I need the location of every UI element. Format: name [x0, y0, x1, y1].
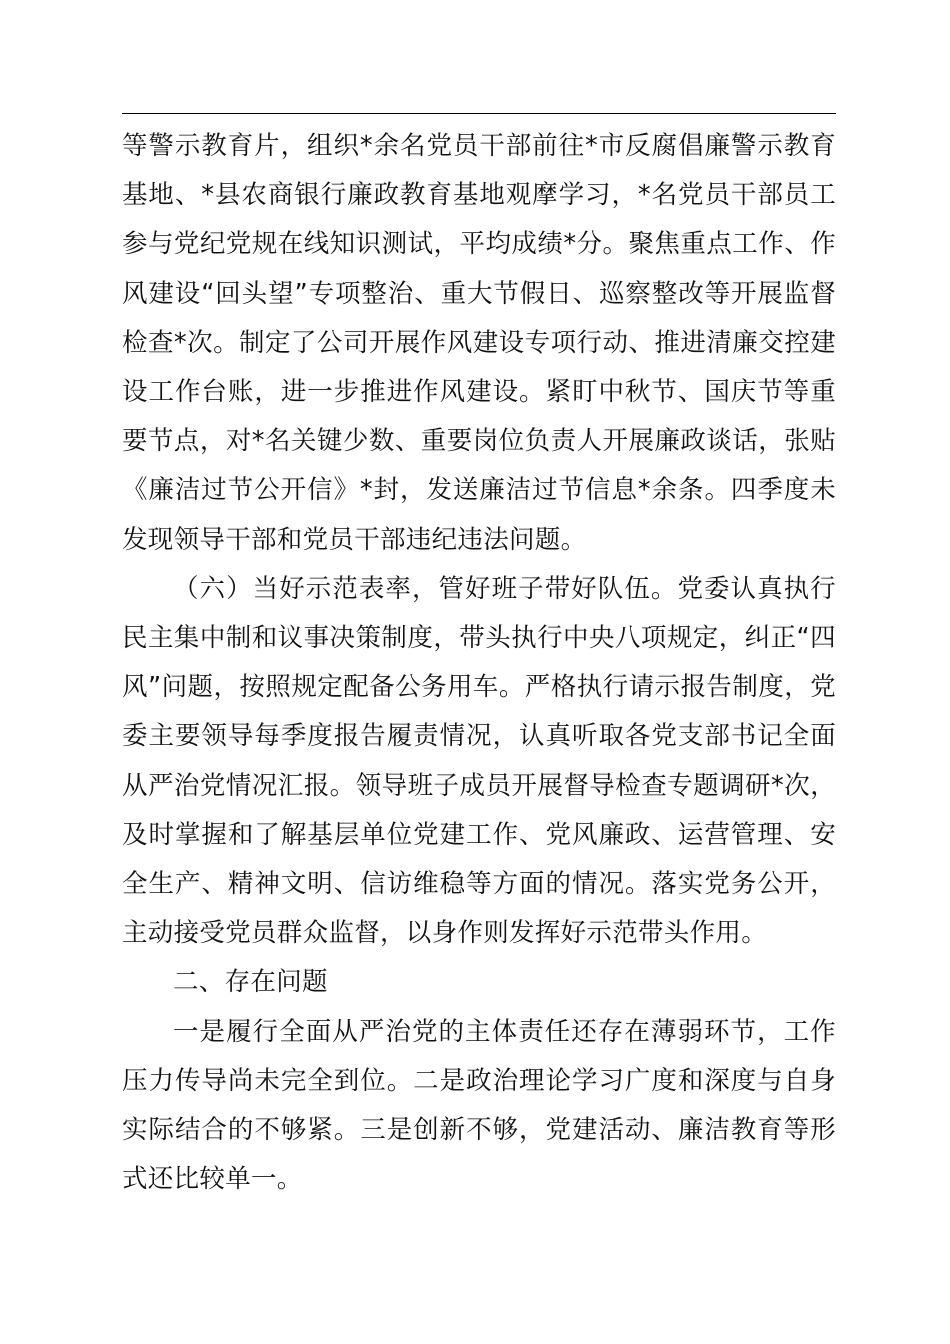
paragraph-problems-list: 一是履行全面从严治党的主体责任还存在薄弱环节，工作压力传导尚未完全到位。二是政治理论学习广度和深度与自身实际结合的不够紧。三是创新不够，党建活动、廉洁教育等形式还比较单一。 [122, 1016, 836, 1195]
document-body [122, 122, 836, 1204]
paragraph-section-six-leadership: （六）当好示范表率，管好班子带好队伍。党委认真执行民主集中制和议事决策制度，带头执行中央八项规定，纠正“四风”问题，按照规定配备公务用车。严格执行请示报告制度，党委主要领导每季度报告履责情况，认真听取各党支部书记全面从严治党情况汇报。领导班子成员开展督导检查专题调研*次，及时掌握和了解基层单位党建工作、党风廉政、运营管理、安全生产、精神文明、信访维稳等方面的情况。落实党务公开，主动接受党员群众监督，以身作则发挥好示范带头作用。 [122, 573, 836, 949]
header-rule [122, 113, 836, 114]
heading-existing-problems: 二、存在问题 [173, 967, 328, 998]
paragraph-continued-supervision: 等警示教育片，组织*余名党员干部前往*市反腐倡廉警示教育基地、*县农商银行廉政教育基地观摩学习，*名党员干部员工参与党纪党规在线知识测试，平均成绩*分。聚焦重点工作、作风建设“回头望”专项整治、重大节假日、巡察整改等开展监督检查*次。制定了公司开展作风建设专项行动、推进清廉交控建设工作台账，进一步推进作风建设。紧盯中秋节、国庆节等重要节点，对*名关键少数、重要岗位负责人开展廉政谈话，张贴《廉洁过节公开信》*封，发送廉洁过节信息*余条。四季度未发现领导干部和党员干部违纪违法问题。 [122, 131, 836, 555]
